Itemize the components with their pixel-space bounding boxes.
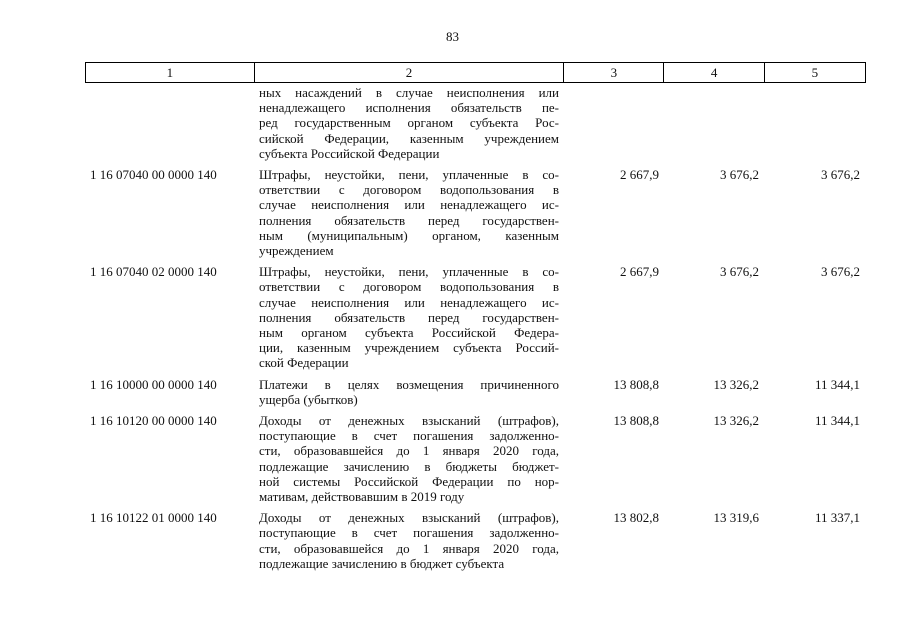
amount-col-4: 13 319,6 — [713, 510, 759, 526]
description-line: Доходы от денежных взысканий (штрафов), — [259, 510, 559, 526]
amount-col-5: 3 676,2 — [821, 264, 860, 280]
description-line: субъекта Российской Федерации — [259, 145, 440, 161]
amount-col-4: 13 326,2 — [713, 376, 759, 392]
amount-col-4: 3 676,2 — [720, 264, 759, 280]
amount-col-4: 3 676,2 — [720, 167, 759, 183]
amount-col-3: 13 802,8 — [613, 510, 659, 526]
table-row — [85, 377, 866, 407]
description-line: случае неисполнения или ненадлежащего ис- — [259, 197, 559, 213]
budget-code: 1 16 10000 00 0000 140 — [90, 376, 217, 392]
table-row — [85, 264, 866, 370]
description-line: ненадлежащего исполнения обязательств пе- — [259, 100, 559, 116]
header-col-4: 4 — [664, 63, 764, 83]
table-body — [85, 85, 866, 577]
income-description — [254, 264, 565, 370]
amount-col-3: 13 808,8 — [613, 413, 659, 429]
header-row — [86, 63, 866, 83]
header-col-2: 2 — [254, 63, 564, 83]
budget-code: 1 16 10122 01 0000 140 — [90, 510, 217, 526]
amount-col-3: 2 667,9 — [620, 264, 659, 280]
description-line: поступающие в счет погашения задолженно- — [259, 428, 559, 444]
description-line: Доходы от денежных взысканий (штрафов), — [259, 413, 559, 429]
description-line: ответствии с договором водопользования в — [259, 182, 559, 198]
amount-col-5: 3 676,2 — [821, 167, 860, 183]
description-line: полнения обязательств перед государствен- — [259, 212, 559, 228]
table-row — [85, 510, 866, 571]
description-line: ной системы Российской Федерации по нор- — [259, 473, 559, 489]
header-col-3: 3 — [564, 63, 664, 83]
description-line: подлежащие зачислению в бюджеты бюджет- — [259, 458, 559, 474]
description-line: ред государственным органом субъекта Рос- — [259, 115, 559, 131]
budget-code: 1 16 10120 00 0000 140 — [90, 413, 217, 429]
description-line: подлежащие зачислению в бюджет субъекта — [259, 555, 505, 571]
income-description — [254, 413, 565, 504]
description-line: поступающие в счет погашения задолженно- — [259, 525, 559, 541]
description-line: учреждением — [259, 243, 334, 259]
description-line: ции, казенным учреждением субъекта Россий- — [259, 340, 559, 356]
description-line: ным (муниципальным) органом, казенным — [259, 227, 559, 243]
amount-col-5: 11 344,1 — [814, 376, 860, 392]
description-line: Платежи в целях возмещения причиненного — [259, 376, 559, 392]
description-line: полнения обязательств перед государствен- — [259, 309, 559, 325]
page-number: 83 — [446, 29, 459, 44]
amount-col-3: 2 667,9 — [620, 167, 659, 183]
income-description — [254, 167, 565, 258]
budget-code: 1 16 07040 02 0000 140 — [90, 264, 217, 280]
description-line: Штрафы, неустойки, пени, уплаченные в со- — [259, 167, 559, 183]
description-line: сти, образовавшейся до 1 января 2020 года, — [259, 443, 559, 459]
income-description — [254, 377, 565, 407]
table-row — [85, 167, 866, 258]
amount-col-3: 13 808,8 — [613, 376, 659, 392]
income-description — [254, 510, 565, 571]
amount-col-5: 11 337,1 — [814, 510, 860, 526]
description-line: ным органом субъекта Российской Федера- — [259, 325, 559, 341]
description-line: случае неисполнения или ненадлежащего ис- — [259, 294, 559, 310]
description-line: ных насаждений в случае неисполнения или — [259, 85, 559, 100]
description-line: сийской Федерации, казенным учреждением — [259, 130, 559, 146]
header-col-1: 1 — [86, 63, 255, 83]
amount-col-5: 11 344,1 — [814, 413, 860, 429]
table-header — [85, 62, 866, 83]
description-line: ской Федерации — [259, 355, 349, 371]
budget-code: 1 16 07040 00 0000 140 — [90, 167, 217, 183]
header-col-5: 5 — [764, 63, 865, 83]
amount-col-4: 13 326,2 — [713, 413, 759, 429]
description-line: мативам, действовавшим в 2019 году — [259, 489, 465, 505]
table-row — [85, 413, 866, 504]
description-line: ответствии с договором водопользования в — [259, 279, 559, 295]
table-row — [85, 85, 866, 161]
income-description — [254, 85, 565, 161]
description-line: ущерба (убытков) — [259, 391, 358, 407]
description-line: Штрафы, неустойки, пени, уплаченные в со- — [259, 264, 559, 280]
description-line: сти, образовавшейся до 1 января 2020 года, — [259, 540, 559, 556]
